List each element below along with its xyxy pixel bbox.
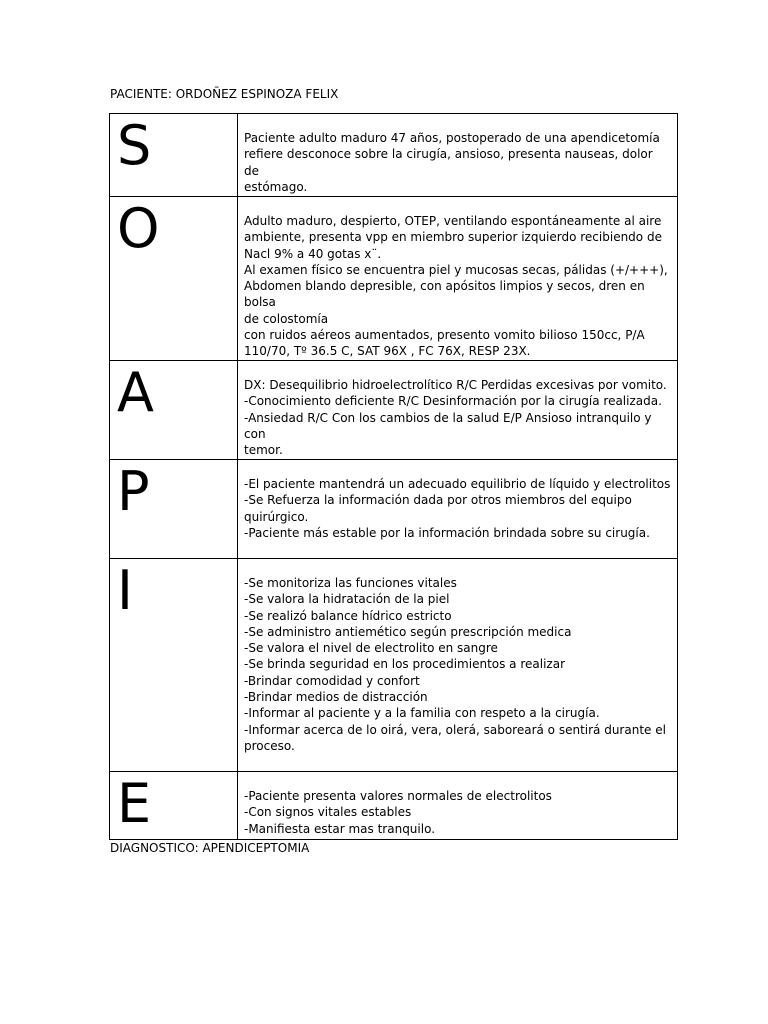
letter-cell bbox=[110, 772, 238, 840]
content-cell bbox=[238, 114, 678, 197]
content-line: refiere desconoce sobre la cirugía, ansioso, presenta nauseas, dolor de bbox=[244, 147, 653, 178]
content-line: estómago. bbox=[244, 179, 308, 194]
content-line: -Conocimiento deficiente R/C Desinformación por la cirugía realizada. bbox=[244, 394, 662, 409]
content-cell bbox=[238, 772, 678, 840]
content-line: -Ansiedad R/C Con los cambios de la salud E/P Ansioso intranquilo y con bbox=[244, 410, 652, 441]
content-line: quirúrgico. bbox=[244, 509, 309, 524]
soapie-content bbox=[238, 197, 677, 360]
content-line: 110/70, Tº 36.5 C, SAT 96X , FC 76X, RESP 23X. bbox=[244, 344, 531, 359]
soapie-content bbox=[238, 460, 677, 541]
soapie-row-e bbox=[110, 772, 678, 840]
soapie-content bbox=[238, 114, 677, 195]
content-line: -Manifiesta estar mas tranquilo. bbox=[244, 821, 436, 836]
content-line: -Se realizó balance hídrico estricto bbox=[244, 608, 452, 623]
soapie-content bbox=[238, 772, 677, 837]
content-line: Abdomen blando depresible, con apósitos limpios y secos, dren en bolsa bbox=[244, 279, 645, 310]
content-line: ambiente, presenta vpp en miembro superior izquierdo recibiendo de bbox=[244, 230, 662, 245]
content-line: -Paciente más estable por la información brindada sobre su cirugía. bbox=[244, 525, 650, 540]
diagnosis: DIAGNOSTICO: APENDICEPTOMIA bbox=[110, 841, 310, 855]
letter-cell bbox=[110, 114, 238, 197]
soapie-row-p bbox=[110, 460, 678, 559]
content-line: de colostomía bbox=[244, 311, 329, 326]
soapie-letter: A bbox=[117, 361, 154, 424]
content-cell bbox=[238, 559, 678, 772]
content-line: -Se valora el nivel de electrolito en sangre bbox=[244, 641, 498, 656]
content-line: DX: Desequilibrio hidroelectrolítico R/C Perdidas excesivas por vomito. bbox=[244, 378, 667, 392]
letter-cell bbox=[110, 361, 238, 460]
content-line: -Brindar medios de distracción bbox=[244, 690, 428, 705]
content-line: con ruidos aéreos aumentados, presento vomito bilioso 150cc, P/A bbox=[244, 328, 645, 343]
soapie-content bbox=[238, 361, 677, 458]
content-line: -Informar acerca de lo oirá, vera, olerá, saboreará o sentirá durante el bbox=[244, 722, 666, 737]
content-line: -Se monitoriza las funciones vitales bbox=[244, 576, 457, 590]
soapie-table bbox=[109, 113, 678, 840]
content-line: -El paciente mantendrá un adecuado equilibrio de líquido y electrolitos bbox=[244, 477, 671, 491]
letter-cell bbox=[110, 460, 238, 559]
content-cell bbox=[238, 197, 678, 361]
content-line: proceso. bbox=[244, 738, 295, 753]
content-line: -Paciente presenta valores normales de electrolitos bbox=[244, 789, 552, 803]
soapie-letter: E bbox=[117, 772, 152, 835]
soapie-content bbox=[238, 559, 677, 754]
content-line: -Brindar comodidad y confort bbox=[244, 673, 420, 688]
content-line: -Con signos vitales estables bbox=[244, 805, 412, 820]
content-line: -Se administro antiemético según prescripción medica bbox=[244, 624, 572, 639]
content-line: -Se valora la hidratación de la piel bbox=[244, 592, 450, 607]
soapie-row-o bbox=[110, 197, 678, 361]
soapie-letter: P bbox=[117, 460, 150, 523]
soapie-row-a bbox=[110, 361, 678, 460]
content-line: -Informar al paciente y a la familia con respeto a la cirugía. bbox=[244, 706, 600, 721]
content-line: temor. bbox=[244, 443, 283, 458]
soapie-letter: O bbox=[117, 197, 160, 260]
content-cell bbox=[238, 460, 678, 559]
content-cell bbox=[238, 361, 678, 460]
content-line: -Se brinda seguridad en los procedimientos a realizar bbox=[244, 657, 566, 672]
content-line: Paciente adulto maduro 47 años, postoperado de una apendicetomía bbox=[244, 131, 660, 145]
soapie-row-i bbox=[110, 559, 678, 772]
soapie-row-s bbox=[110, 114, 678, 197]
soapie-letter: S bbox=[117, 114, 152, 177]
content-line: -Se Refuerza la información dada por otros miembros del equipo bbox=[244, 493, 632, 508]
content-line: Adulto maduro, despierto, OTEP, ventilando espontáneamente al aire bbox=[244, 214, 662, 228]
letter-cell bbox=[110, 197, 238, 361]
patient-name: PACIENTE: ORDOÑEZ ESPINOZA FELIX bbox=[110, 87, 339, 101]
content-line: Al examen físico se encuentra piel y mucosas secas, pálidas (+/+++), bbox=[244, 262, 668, 277]
soapie-letter: I bbox=[117, 559, 133, 622]
content-line: Nacl 9% a 40 gotas x¨. bbox=[244, 246, 382, 261]
letter-cell bbox=[110, 559, 238, 772]
